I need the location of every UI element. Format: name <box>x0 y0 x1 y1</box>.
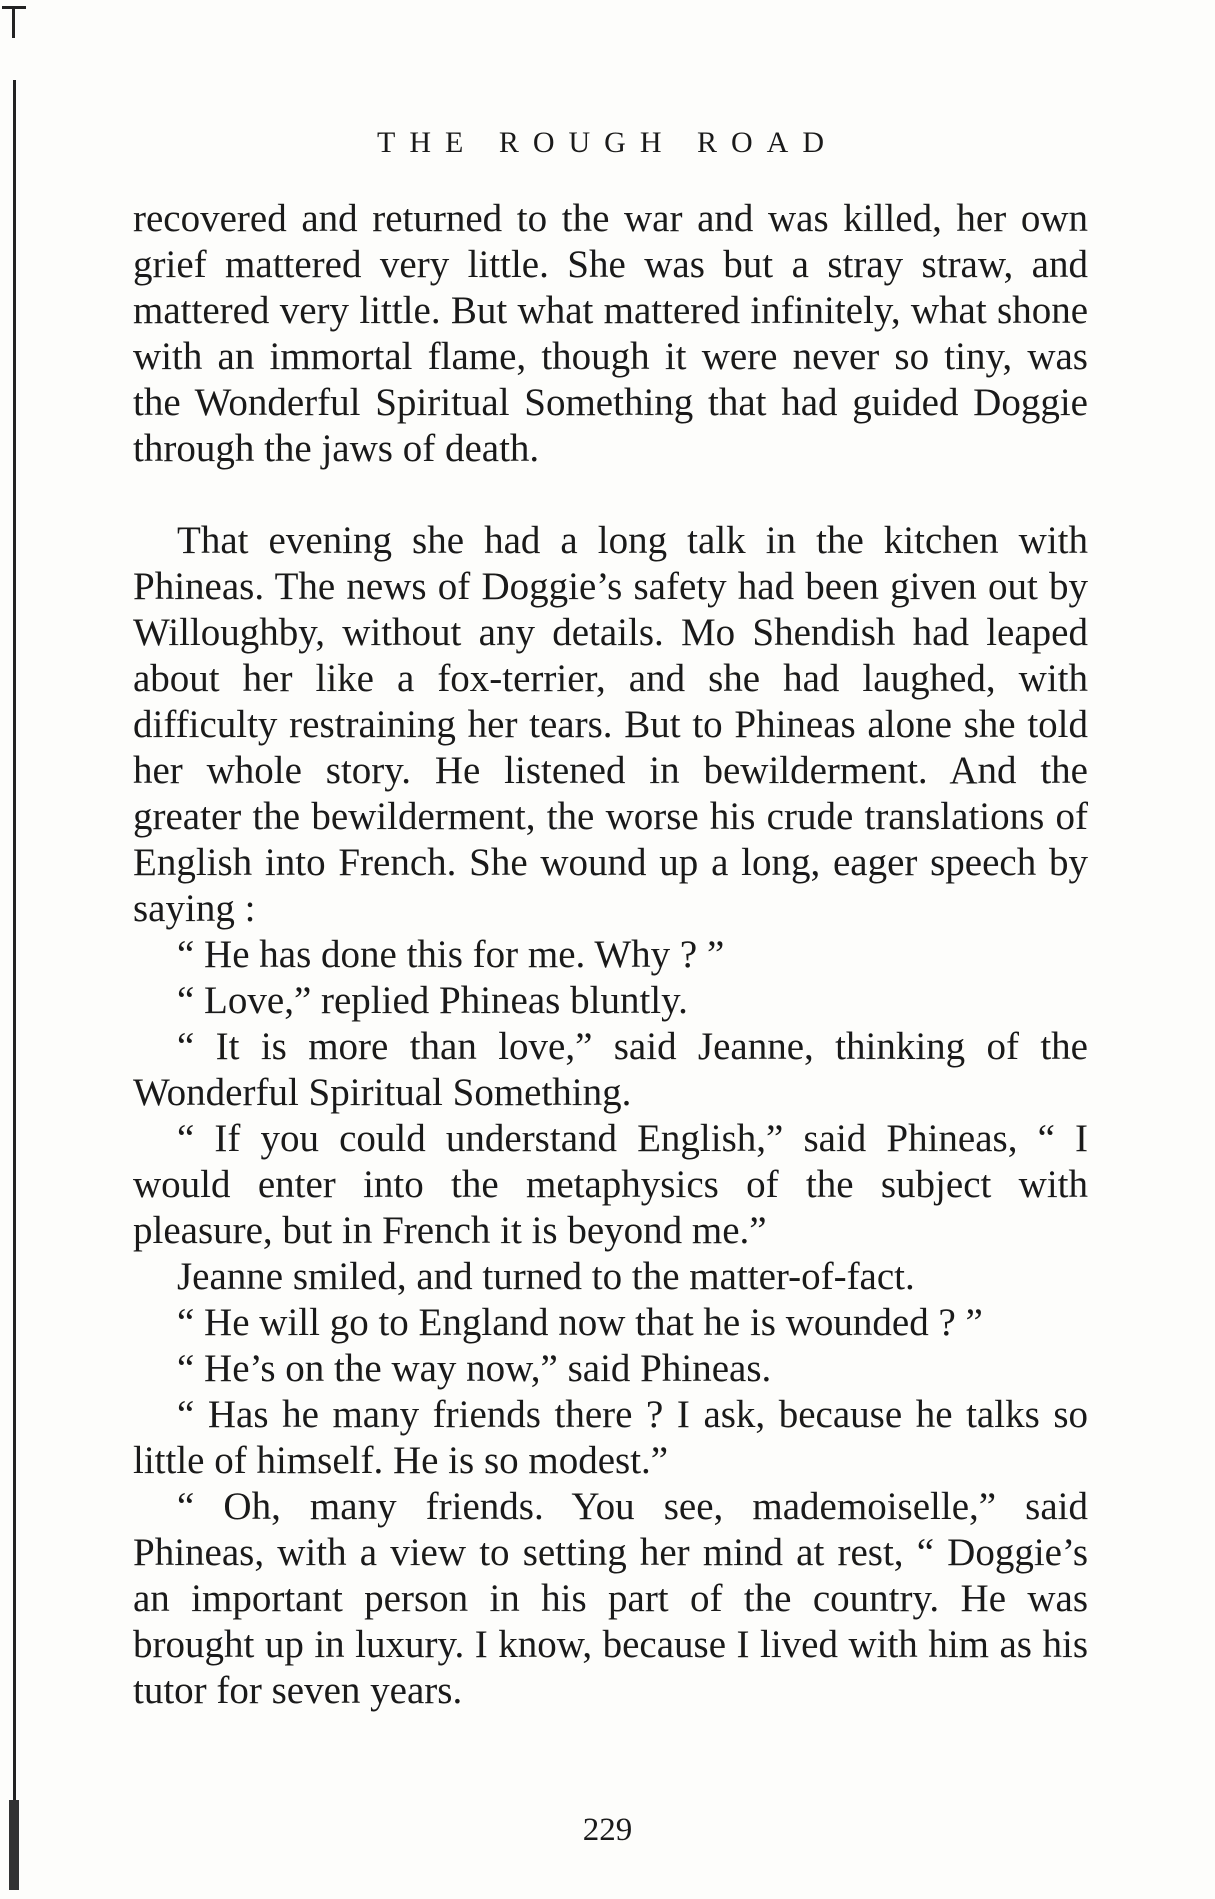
dialogue-line: “ Oh, many friends. You see, mademoiselle,” said Phineas, with a view to setting her mind at rest, “ Doggie’s an important person in his part of the country. He was brought up in luxury. I know, because I lived with him as his tutor for seven years. <box>133 1485 1088 1712</box>
dialogue-line: “ He will go to England now that he is wounded ? ” <box>177 1301 983 1344</box>
page-number: 229 <box>582 1812 633 1848</box>
binding-edge-mark-stem <box>12 6 15 38</box>
dialogue-line: “ He has done this for me. Why ? ” <box>177 933 725 976</box>
paragraph-continued: recovered and returned to the war and was killed, her own grief mattered very little. She was but a stray straw, and mattered very little. But what mattered infinitely, what shone with an immortal flame, though it were never so tiny, was the Wonderful Spiritual Something that had guided Doggie through the jaws of death. <box>133 197 1088 470</box>
dialogue-line: “ If you could understand English,” said Phineas, “ I would enter into the metaphysics of the subject with pleasure, but in French it is beyond me.” <box>133 1117 1088 1252</box>
binding-edge-rule <box>13 80 16 1890</box>
dialogue-line: “ It is more than love,” said Jeanne, thinking of the Wonderful Spiritual Something. <box>133 1025 1088 1114</box>
body-text <box>133 196 1088 1714</box>
narration-line: Jeanne smiled, and turned to the matter-of-fact. <box>177 1255 915 1298</box>
dialogue-line: “ He’s on the way now,” said Phineas. <box>177 1347 772 1390</box>
dialogue-line: “ Love,” replied Phineas bluntly. <box>177 979 688 1022</box>
paragraph-kitchen-talk: That evening she had a long talk in the kitchen with Phineas. The news of Doggie’s safety had been given out by Willoughby, without any details. Mo Shendish had leaped about her like a fox-terrier, and she had laughed, with difficulty restraining her tears. But to Phineas alone she told her whole story. He listened in bewilderment. And the greater the bewilderment, the worse his crude translations of English into French. She wound up a long, eager speech by saying : <box>133 519 1088 930</box>
running-head: THE ROUGH ROAD <box>377 126 838 159</box>
dialogue-line: “ Has he many friends there ? I ask, because he talks so little of himself. He is so modest.” <box>133 1393 1088 1482</box>
